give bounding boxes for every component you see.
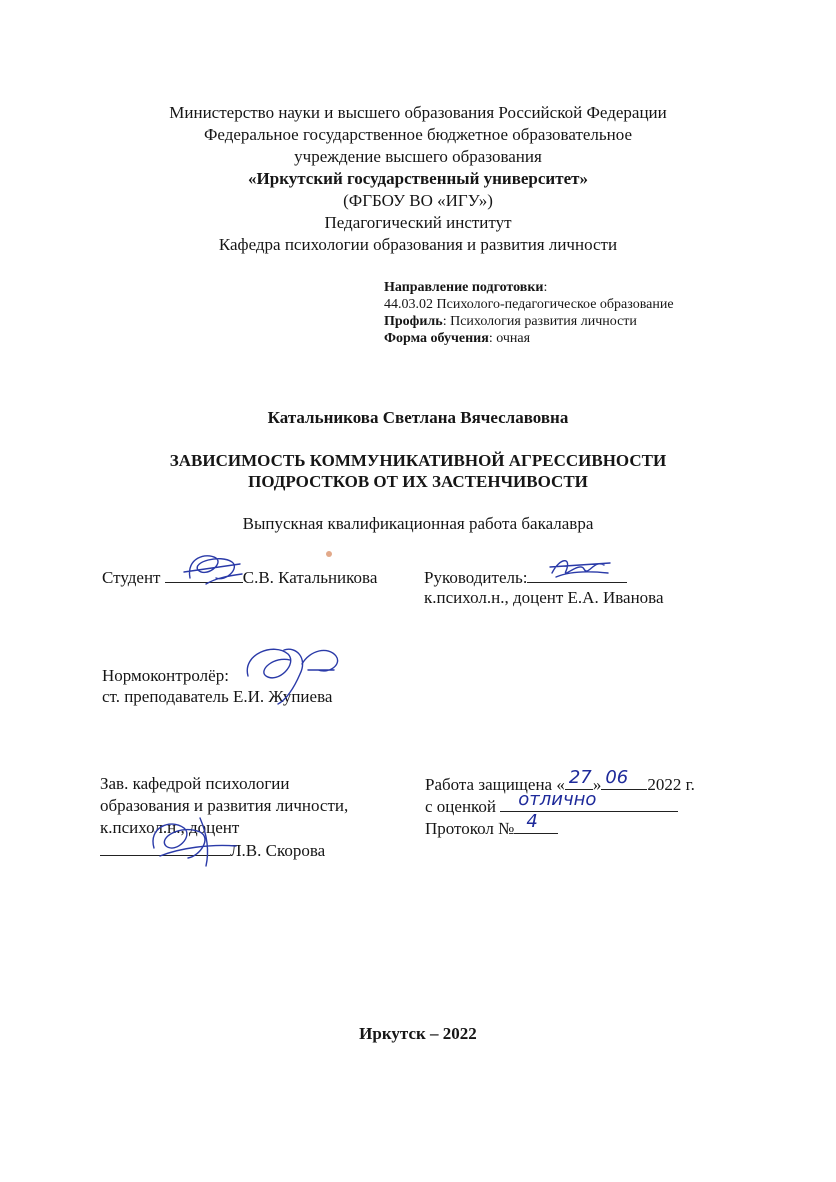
student-name: С.В. Катальникова — [242, 568, 378, 587]
protocol-number: 4 — [526, 811, 538, 832]
student-label: Студент — [102, 568, 161, 587]
head-name: Л.В. Скорова — [230, 841, 326, 860]
normcontroller-label: Нормоконтролёр: — [102, 666, 229, 685]
university-abbr: (ФГБОУ ВО «ИГУ») — [343, 191, 493, 210]
institution-type-line-2: учреждение высшего образования — [294, 147, 542, 166]
study-form-value: очная — [496, 331, 531, 346]
direction-value: 44.03.02 Психолого-педагогическое образование — [384, 297, 674, 312]
study-form-label: Форма обучения — [384, 331, 489, 346]
grade-label: с оценкой — [425, 797, 497, 816]
grade-field — [500, 789, 678, 812]
city-year: Иркутск – 2022 — [359, 1024, 477, 1043]
ink-spot — [326, 551, 332, 557]
direction-label: Направление подготовки — [384, 280, 544, 295]
grade-value: отлично — [518, 789, 597, 810]
protocol-line — [425, 811, 558, 839]
ministry-line: Министерство науки и высшего образования Российской Федерации — [169, 103, 667, 122]
head-line-1: Зав. кафедрой психологии — [100, 774, 290, 793]
protocol-field — [514, 811, 558, 834]
thesis-title-line-1: ЗАВИСИМОСТЬ КОММУНИКАТИВНОЙ АГРЕССИВНОСТИ — [169, 451, 667, 470]
defense-quote-close: » — [592, 775, 602, 794]
profile-value: Психология развития личности — [450, 314, 637, 329]
author-name: Катальникова Светлана Вячеславовна — [267, 408, 569, 427]
protocol-label: Протокол № — [425, 819, 515, 838]
student-signature — [176, 548, 256, 588]
normcontroller-name: ст. преподаватель Е.И. Жупиева — [102, 687, 333, 706]
supervisor-label: Руководитель: — [424, 568, 528, 587]
supervisor-signature — [546, 553, 616, 583]
head-line-3: к.психол.н., доцент — [100, 818, 240, 837]
institute-name: Педагогический институт — [324, 213, 512, 232]
defense-month-field — [601, 767, 647, 790]
institution-type-line: Федеральное государственное бюджетное образовательное — [203, 125, 633, 144]
supervisor-name: к.психол.н., доцент Е.А. Иванова — [424, 588, 664, 607]
direction-label-line: Направление подготовки: — [384, 280, 548, 295]
profile-label: Профиль — [384, 314, 443, 329]
department-name: Кафедра психологии образования и развития личности — [218, 235, 618, 254]
head-signature — [140, 808, 250, 870]
defense-month: 06 — [605, 767, 629, 788]
profile-line: Профиль: Психология развития личности — [384, 314, 637, 329]
defense-day-field — [565, 767, 593, 790]
study-form-line: Форма обучения: очная — [384, 331, 531, 346]
thesis-title-line-2: ПОДРОСТКОВ ОТ ИХ ЗАСТЕНЧИВОСТИ — [248, 472, 588, 491]
defense-label: Работа защищена « — [425, 775, 565, 794]
work-type: Выпускная квалификационная работа бакалавра — [242, 514, 594, 533]
university-name: «Иркутский государственный университет» — [248, 169, 588, 188]
defense-day: 27 — [568, 767, 592, 788]
head-line-2: образования и развития личности, — [100, 796, 349, 815]
grade-line — [425, 789, 678, 817]
defense-year: 2022 г. — [647, 775, 695, 794]
normcontroller-signature — [238, 640, 348, 708]
